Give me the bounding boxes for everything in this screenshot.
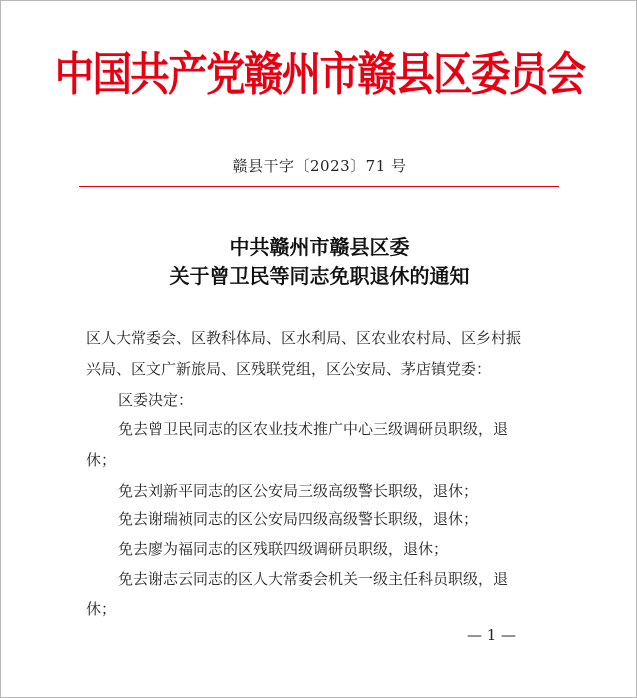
title-line-1: 中共赣州市赣县区委 <box>229 235 410 259</box>
item-5-line-2: 休； <box>86 600 117 618</box>
decision-intro: 区委决定： <box>118 391 194 409</box>
item-3: 免去谢瑞祯同志的区公安局四级高级警长职级，退休； <box>118 510 479 528</box>
page-number-footer <box>1 625 637 645</box>
page-number: — 1 — <box>466 626 517 644</box>
item-2: 免去刘新平同志的区公安局三级高级警长职级，退休； <box>118 482 479 500</box>
item-1-line-2: 休； <box>86 451 117 469</box>
red-divider <box>79 186 559 187</box>
masthead: 中国共产党赣州市赣县区委员会 <box>54 49 585 100</box>
recipients-line-2: 兴局、区文广新旅局、区残联党组，区公安局、茅店镇党委： <box>86 360 492 378</box>
title-line-2: 关于曾卫民等同志免职退休的通知 <box>169 264 470 288</box>
recipients-line-1: 区人大常委会、区教科体局、区水利局、区农业农村局、区乡村振 <box>86 329 522 347</box>
item-1-line-1: 免去曾卫民同志的区农业技术推广中心三级调研员职级，退 <box>118 420 509 438</box>
item-5-line-1: 免去谢志云同志的区人大常委会机关一级主任科员职级，退 <box>118 570 509 588</box>
document-number: 赣县干字〔2023〕71 号 <box>232 157 407 175</box>
item-4: 免去廖为福同志的区残联四级调研员职级，退休； <box>118 540 449 558</box>
